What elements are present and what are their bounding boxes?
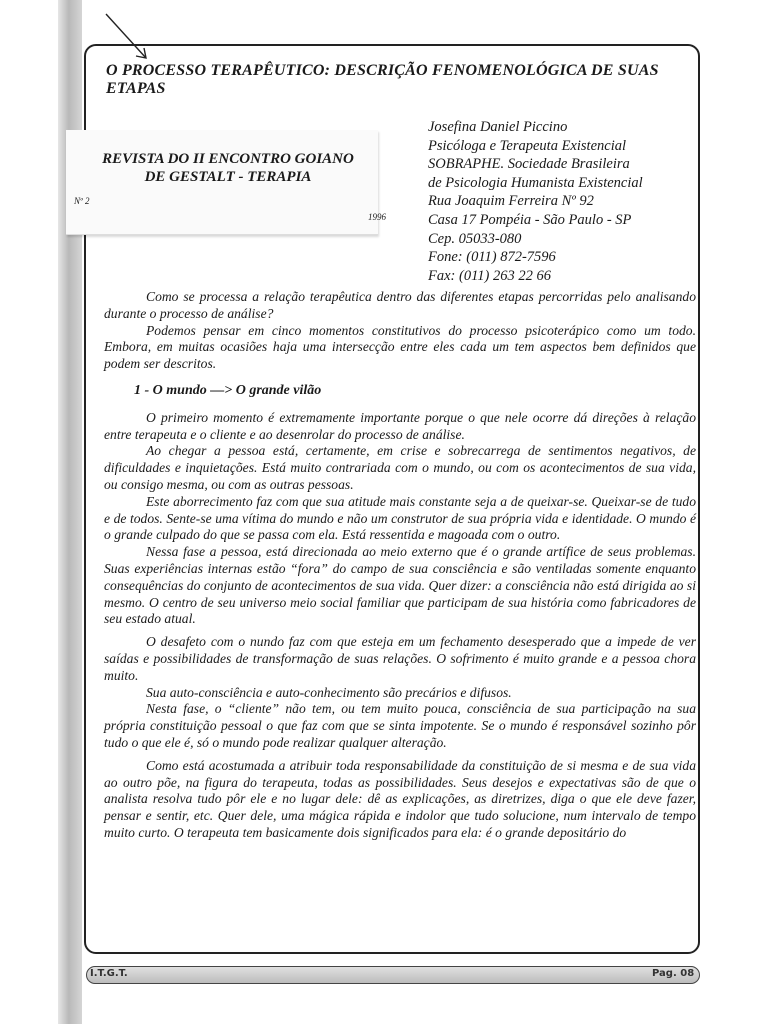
author-name: Josefina Daniel Piccino (428, 119, 568, 135)
intro-paragraph: Podemos pensar em cinco momentos constitutivos do processo psicoterápico como um todo. Embora, em muitas ocasiões haja uma intersecção entre eles cada um tem aspectos bem definidos que podem ser descritos. (104, 322, 696, 372)
footer-bar (86, 966, 700, 984)
journal-number: Nº 2 (74, 196, 90, 206)
author-block (428, 118, 708, 285)
author-fax: Fax: (011) 263 22 66 (428, 267, 551, 284)
body-paragraph: Este aborrecimento faz com que sua atitude mais constante seja a de queixar-se. Queixar-se de tudo e de todos. Sente-se uma vítima do mundo e não um construtor de sua própria vida e identidade. O mundo é o grande culpado do que se passa com ela. Está ressentida e magoada com o outro. (104, 493, 696, 543)
page-number: Pag. 08 (652, 968, 695, 979)
author-phone: Fone: (011) 872-7596 (428, 249, 556, 266)
author-line: Casa 17 Pompéia - São Paulo - SP (428, 211, 632, 228)
article-title: O PROCESSO TERAPÊUTICO: DESCRIÇÃO FENOMENOLÓGICA DE SUAS ETAPAS (106, 62, 659, 97)
author-line: Cep. 05033-080 (428, 230, 522, 247)
intro-paragraph: Como se processa a relação terapêutica dentro das diferentes etapas percorridas pelo analisando durante o processo de análise? (104, 289, 696, 321)
journal-year: 1996 (368, 212, 386, 222)
author-line: Psicóloga e Terapeuta Existencial (428, 137, 627, 154)
journal-sticker (66, 130, 386, 235)
body-paragraph: O primeiro momento é extremamente importante porque o que nele ocorre dá direções à relação entre terapeuta e o cliente e ao desenrolar do processo de análise. (104, 409, 696, 442)
journal-title-line: DE GESTALT - TERAPIA (144, 169, 312, 185)
footer-org: I.T.G.T. (90, 968, 128, 979)
section-heading: 1 - O mundo —> O grande vilão (134, 382, 322, 398)
body-paragraph: Como está acostumada a atribuir toda responsabilidade da constituição de si mesma e de sua vida ao outro põe, na figura do terapeuta, todas as possibilidades. Seus desejos e expectativas são de que o analista resolva tudo pôr ele e no lugar dele: dê as explicações, as diretrizes, diga o que ele deve fazer, pensar e sentir, etc. Quer dele, uma mágica rápida e indolor que tudo solucione, num intervalo de tempo muito curto. O terapeuta tem basicamente dois significados para ela: é o grande depositário do (104, 757, 696, 840)
journal-title (78, 150, 378, 186)
journal-title-line: REVISTA DO II ENCONTRO GOIANO (102, 151, 354, 167)
article-body (104, 289, 696, 842)
author-line: Rua Joaquim Ferreira Nº 92 (428, 193, 594, 210)
body-paragraph: O desafeto com o nundo faz com que esteja em um fechamento desesperado que a impede de ver saídas e possibilidades de transformação de suas relações. O sofrimento é muito grande e a pessoa chora muito. (104, 634, 696, 683)
body-paragraph: Sua auto-consciência e auto-conhecimento são precários e difusos. (146, 684, 512, 700)
body-paragraph: Nesta fase, o “cliente” não tem, ou tem muito pouca, consciência de sua participação na sua própria constituição pessoal o que faz com que se sinta impotente. Se o mundo é responsável sozinho pôr tudo o que ele é, só o mundo pode realizar qualquer alteração. (104, 701, 696, 750)
author-line: de Psicologia Humanista Existencial (428, 174, 643, 191)
body-paragraph: Nessa fase a pessoa, está direcionada ao meio externo que é o grande artífice de seus problemas. Suas experiências internas estão “fora” do campo de sua consciência e são ventiladas somente enquanto consequências do conjunto de acontecimentos de sua vida. Quer dizer: a consciência não está dirigida ao si mesmo. O centro de seu universo meio social familiar que participam de sua história como fabricadores de seu estado atual. (104, 544, 696, 627)
author-line: SOBRAPHE. Sociedade Brasileira (428, 156, 630, 173)
body-paragraph: Ao chegar a pessoa está, certamente, em crise e sobrecarrega de sentimentos negativos, de dificuldades e inquietações. Está muito contrariada com o mundo, ou com os acontecimentos de sua vida, ou consigo mesma, ou com as outras pessoas. (104, 443, 696, 492)
